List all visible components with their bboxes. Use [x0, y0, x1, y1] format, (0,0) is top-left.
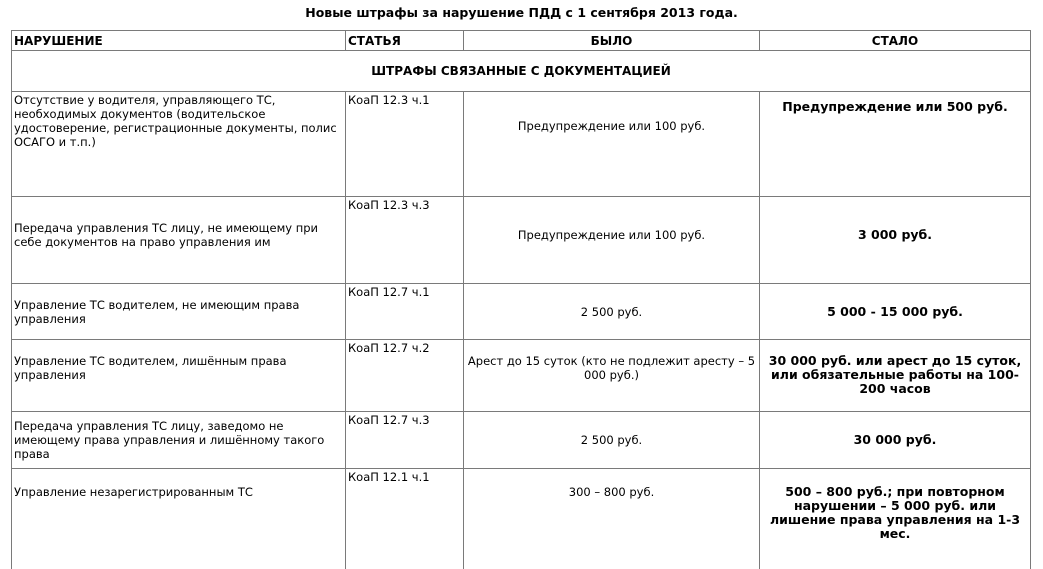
header-article: СТАТЬЯ — [346, 31, 464, 51]
became-cell: 30 000 руб. или арест до 15 суток, или обязательные работы на 100-200 часов — [760, 340, 1031, 412]
was-cell: Предупреждение или 100 руб. — [464, 197, 760, 284]
became-cell: Предупреждение или 500 руб. — [760, 92, 1031, 197]
header-became: СТАЛО — [760, 31, 1031, 51]
header-violation: НАРУШЕНИЕ — [12, 31, 346, 51]
article-cell: КоаП 12.3 ч.3 — [346, 197, 464, 284]
was-cell: Арест до 15 суток (кто не подлежит аресту – 5 000 руб.) — [464, 340, 760, 412]
was-cell: 300 – 800 руб. — [464, 469, 760, 569]
was-cell: 2 500 руб. — [464, 284, 760, 340]
article-cell: КоаП 12.3 ч.1 — [346, 92, 464, 197]
violation-cell: Передача управления ТС лицу, заведомо не имеющему права управления и лишённому такого права — [12, 412, 346, 469]
table-row — [12, 284, 1031, 340]
table-row — [12, 92, 1031, 197]
article-cell: КоаП 12.7 ч.2 — [346, 340, 464, 412]
violation-cell: Управление ТС водителем, не имеющим права управления — [12, 284, 346, 340]
table-row — [12, 412, 1031, 469]
article-cell: КоаП 12.1 ч.1 — [346, 469, 464, 569]
became-cell: 5 000 - 15 000 руб. — [760, 284, 1031, 340]
violation-cell: Отсутствие у водителя, управляющего ТС, необходимых документов (водительское удостоверение, регистрационные документы, полис ОСАГО и т.п.) — [12, 92, 346, 197]
table-row — [12, 340, 1031, 412]
section-row — [12, 51, 1031, 92]
violation-cell: Передача управления ТС лицу, не имеющему при себе документов на право управления им — [12, 197, 346, 284]
section-title: ШТРАФЫ СВЯЗАННЫЕ С ДОКУМЕНТАЦИЕЙ — [12, 51, 1031, 92]
became-cell: 500 – 800 руб.; при повторном нарушении – 5 000 руб. или лишение права управления на 1-3 мес. — [760, 469, 1031, 569]
fines-table — [11, 30, 1031, 569]
article-cell: КоаП 12.7 ч.1 — [346, 284, 464, 340]
header-was: БЫЛО — [464, 31, 760, 51]
was-cell: Предупреждение или 100 руб. — [464, 92, 760, 197]
became-cell: 30 000 руб. — [760, 412, 1031, 469]
violation-cell: Управление незарегистрированным ТС — [12, 469, 346, 569]
table-row — [12, 197, 1031, 284]
became-cell: 3 000 руб. — [760, 197, 1031, 284]
was-cell: 2 500 руб. — [464, 412, 760, 469]
table-row — [12, 469, 1031, 569]
article-cell: КоаП 12.7 ч.3 — [346, 412, 464, 469]
violation-cell: Управление ТС водителем, лишённым права управления — [12, 340, 346, 412]
page-title: Новые штрафы за нарушение ПДД с 1 сентября 2013 года. — [305, 5, 738, 20]
header-row — [12, 31, 1031, 51]
